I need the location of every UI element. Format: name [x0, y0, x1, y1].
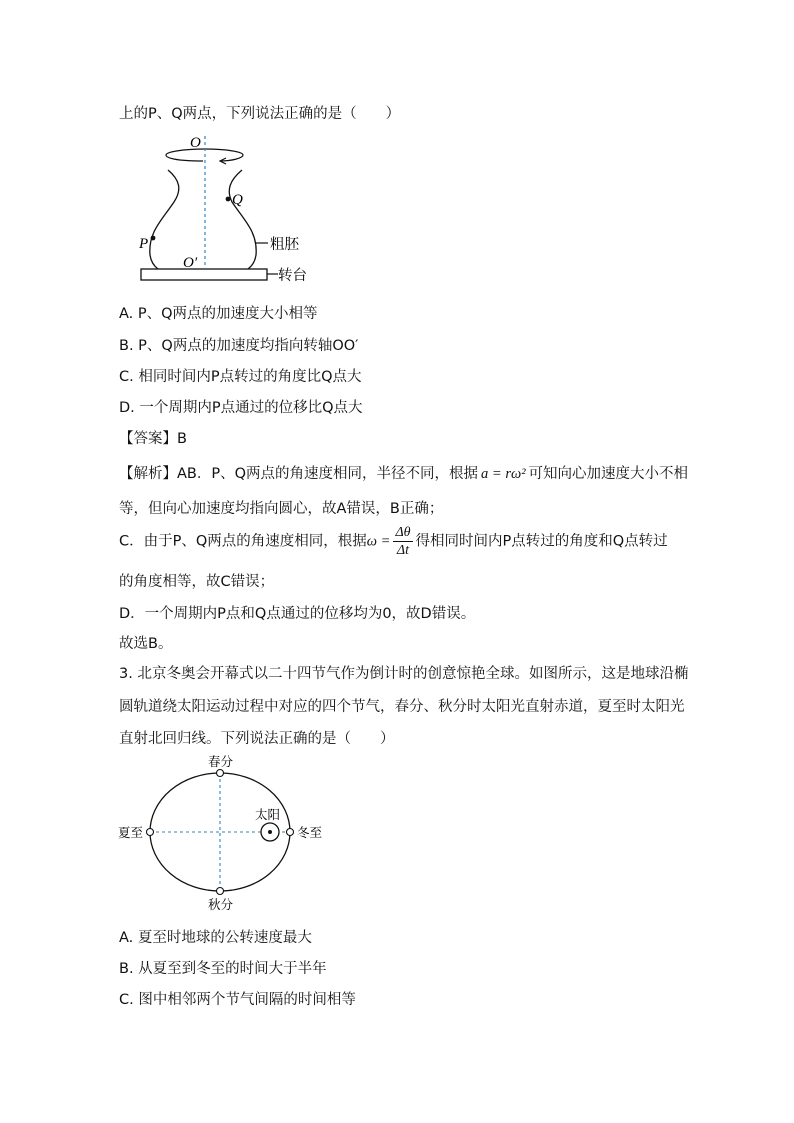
q2-stem-tail: 上的P、Q两点，下列说法正确的是（ ）: [119, 106, 401, 122]
conclusion-line: 故选B。: [119, 636, 173, 652]
orbit-figure: [116, 752, 332, 914]
label-spring: 春分: [208, 754, 234, 769]
q2-option-d: D. 一个周期内P点通过的位移比Q点大: [119, 400, 363, 416]
q2-option-a: A. P、Q两点的加速度大小相等: [119, 306, 318, 322]
q2-option-c: C. 相同时间内P点转过的角度比Q点大: [119, 369, 362, 385]
formula-a-r-omega: a = rω²: [481, 466, 526, 482]
analysis-ab-line-2: 等，但向心加速度均指向圆心，故A错误，B正确；: [119, 501, 444, 517]
q3-option-a: A. 夏至时地球的公转速度最大: [119, 930, 312, 946]
label-autumn: 秋分: [208, 897, 234, 912]
turntable-label: 转台: [278, 268, 307, 284]
vase-right-outline: [229, 170, 256, 269]
analysis-c-line-1: C．由于P、Q两点的角速度相同，根据ω = $\frac{\Delta\theta}{\Delta t}$ 得相同时间内P点转过的角度和Q点转过: [119, 525, 668, 558]
blank-label: 粗胚: [270, 237, 299, 253]
answer-label: 【答案】: [119, 431, 177, 447]
point-q: [226, 197, 231, 202]
point-p: [151, 236, 156, 241]
vase-turntable-figure: [128, 130, 328, 288]
analysis-label: 【解析】: [119, 466, 177, 482]
axis-bottom-label: O′: [183, 255, 198, 271]
vase-left-outline: [150, 170, 179, 269]
formula-fraction: $\frac{\Delta\theta}{\Delta t}$: [395, 525, 411, 558]
q3-stem-line-1: 3. 北京冬奥会开幕式以二十四节气作为倒计时的创意惊艳全球。如图所示，这是地球沿椭: [119, 666, 689, 682]
label-winter: 冬至: [297, 825, 323, 840]
analysis-c-line-2: 的角度相等，故C错误；: [119, 574, 275, 590]
q2-option-b: B. P、Q两点的加速度均指向转轴OO′: [119, 338, 359, 354]
analysis-ab-line-1: 【解析】AB．P、Q两点的角速度相同，半径不同，根据 a = rω² 可知向心加速度大小不相: [119, 466, 689, 482]
earth-spring: [217, 770, 224, 777]
q3-stem-line-3: 直射北回归线。下列说法正确的是（ ）: [119, 731, 395, 747]
point-p-label: P: [139, 236, 149, 252]
turntable: [141, 269, 267, 280]
label-sun: 太阳: [255, 807, 281, 822]
earth-autumn: [217, 888, 224, 895]
q3-stem-line-2: 圆轨道绕太阳运动过程中对应的四个节气，春分、秋分时太阳光直射赤道，夏至时太阳光: [119, 699, 685, 715]
q3-option-b: B. 从夏至到冬至的时间大于半年: [119, 961, 327, 977]
earth-summer: [147, 829, 154, 836]
q3-option-c: C. 图中相邻两个节气间隔的时间相等: [119, 992, 356, 1008]
analysis-d-line: D．一个周期内P点和Q点通过的位移均为0，故D错误。: [119, 606, 476, 622]
axis-top-label: O: [190, 135, 201, 151]
earth-winter: [287, 829, 294, 836]
answer-value: B: [177, 431, 187, 447]
label-summer: 夏至: [118, 825, 144, 840]
answer-line: [119, 427, 187, 448]
point-q-label: Q: [232, 192, 243, 208]
formula-omega: ω =: [366, 533, 391, 550]
